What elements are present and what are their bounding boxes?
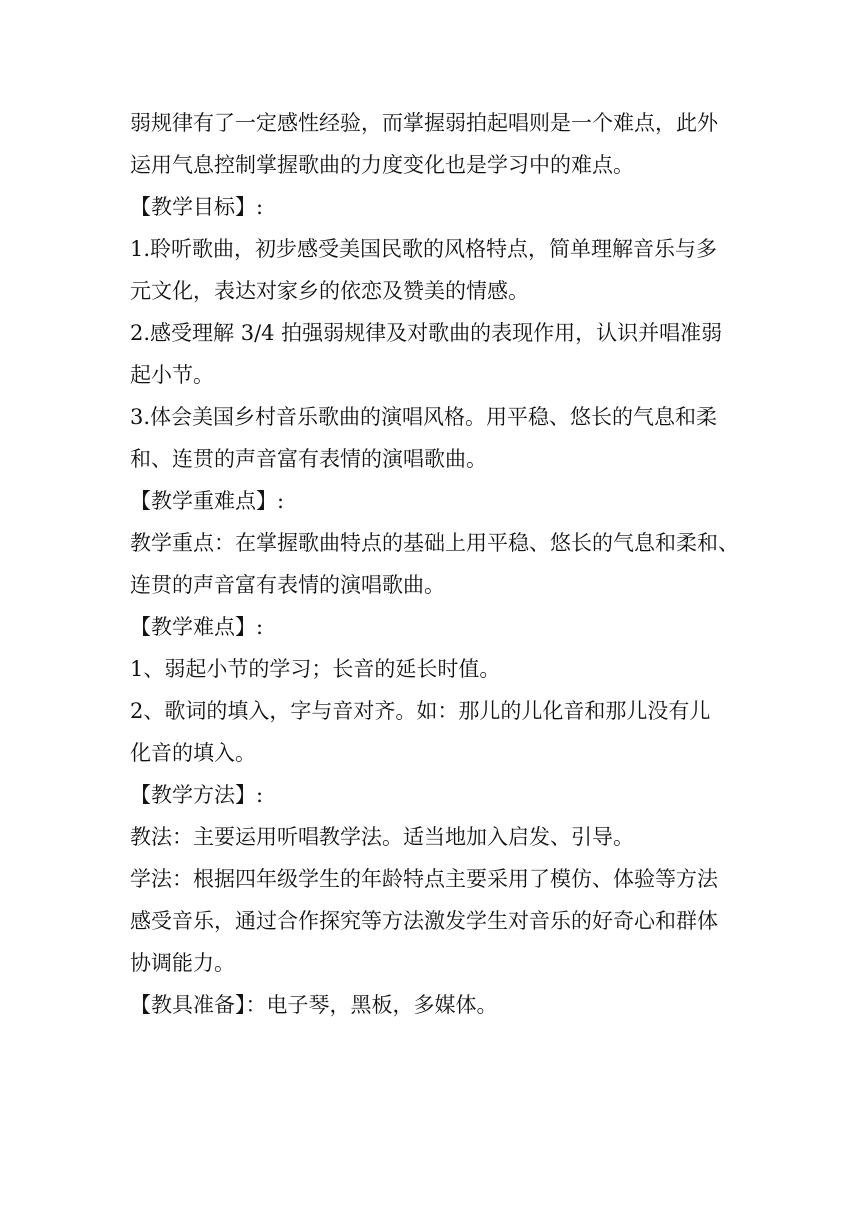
text-line: 学法：根据四年级学生的年龄特点主要采用了模仿、体验等方法 bbox=[130, 867, 718, 891]
text-line: 2.感受理解 3/4 拍强弱规律及对歌曲的表现作用，认识并唱准弱 bbox=[130, 321, 723, 345]
text-line: 3.体会美国乡村音乐歌曲的演唱风格。用平稳、悠长的气息和柔 bbox=[130, 405, 718, 429]
text-line: 协调能力。 bbox=[130, 951, 235, 975]
text-line: 教法：主要运用听唱教学法。适当地加入启发、引导。 bbox=[130, 825, 634, 849]
text-line: 连贯的声音富有表情的演唱歌曲。 bbox=[130, 573, 445, 597]
text-line: 弱规律有了一定感性经验，而掌握弱拍起唱则是一个难点，此外 bbox=[130, 111, 718, 135]
section-heading-objectives: 【教学目标】: bbox=[130, 195, 264, 219]
section-heading-difficulties: 【教学难点】: bbox=[130, 615, 264, 639]
section-heading-key-points: 【教学重难点】: bbox=[130, 489, 285, 513]
text-line: 1.聆听歌曲，初步感受美国民歌的风格特点，简单理解音乐与多 bbox=[130, 237, 718, 261]
text-line: 起小节。 bbox=[130, 363, 214, 387]
text-line: 化音的填入。 bbox=[130, 741, 256, 765]
text-line: 教学重点：在掌握歌曲特点的基础上用平稳、悠长的气息和柔和、 bbox=[130, 531, 739, 555]
text-line: 和、连贯的声音富有表情的演唱歌曲。 bbox=[130, 447, 487, 471]
text-line: 1、弱起小节的学习；长音的延长时值。 bbox=[130, 657, 501, 681]
text-line: 2、歌词的填入，字与音对齐。如：那儿的儿化音和那儿没有儿 bbox=[130, 699, 711, 723]
text-line: 感受音乐，通过合作探究等方法激发学生对音乐的好奇心和群体 bbox=[130, 909, 718, 933]
document-page bbox=[130, 102, 739, 1026]
section-heading-materials: 【教具准备】：电子琴，黑板，多媒体。 bbox=[130, 993, 498, 1017]
section-heading-methods: 【教学方法】: bbox=[130, 783, 264, 807]
text-line: 运用气息控制掌握歌曲的力度变化也是学习中的难点。 bbox=[130, 153, 634, 177]
text-line: 元文化，表达对家乡的依恋及赞美的情感。 bbox=[130, 279, 529, 303]
